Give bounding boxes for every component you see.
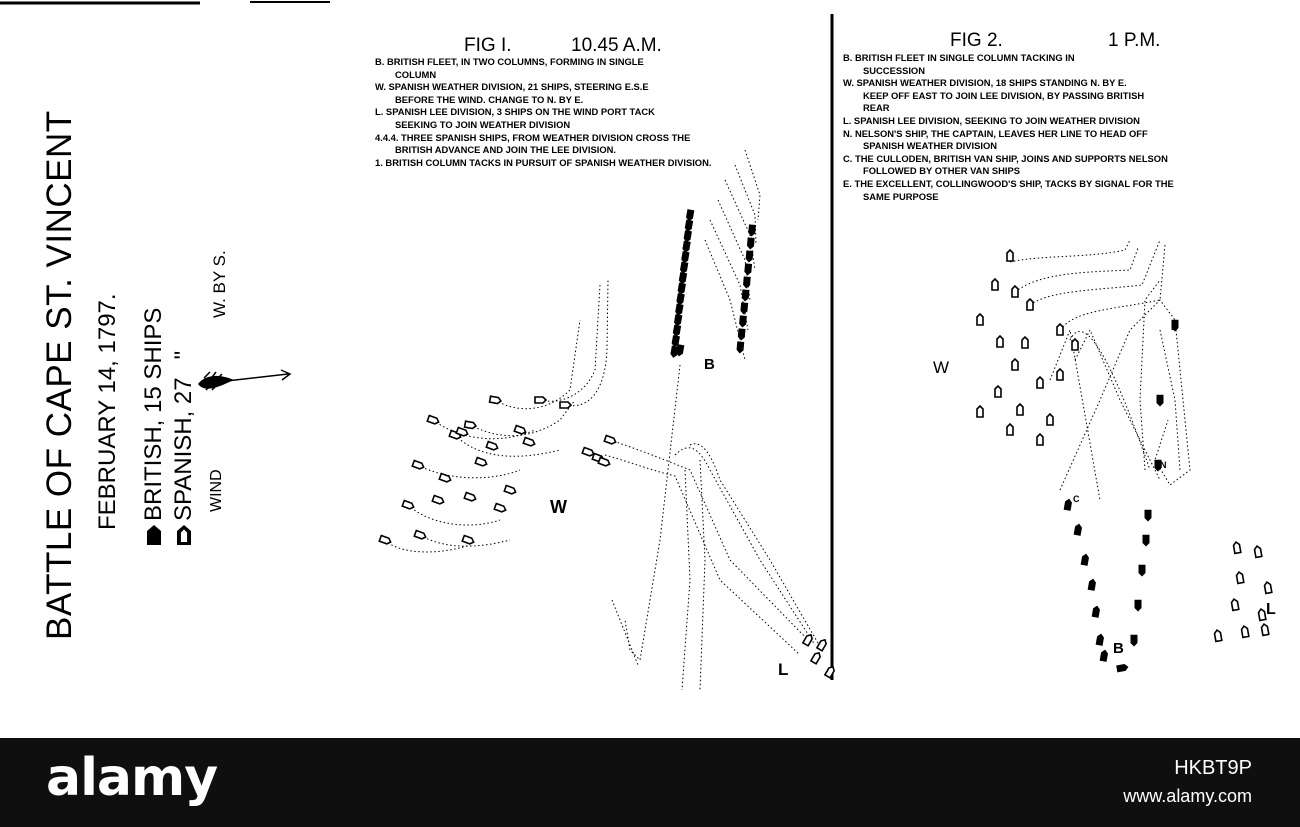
fig2-spanish-ship — [1017, 404, 1023, 415]
fig1-spanish-ship — [604, 435, 616, 444]
fig2-lee-label: L — [1266, 601, 1276, 618]
fig2-note: E. THE EXCELLENT, COLLINGWOOD'S SHIP, TACKS BY SIGNAL FOR THE — [843, 177, 1174, 189]
fig1-spanish-ship — [598, 457, 610, 466]
fig1-british-ship — [749, 225, 755, 235]
fig2-track-line — [1010, 240, 1130, 262]
fig1-note: SEEKING TO JOIN WEATHER DIVISION — [395, 118, 571, 130]
fig2-spanish-ship — [1254, 546, 1262, 558]
fig2-spanish-ship — [977, 314, 983, 325]
fig1-track-line — [565, 280, 608, 406]
fig2-note: B. BRITISH FLEET IN SINGLE COLUMN TACKING IN — [843, 52, 1075, 63]
british-ship-icon — [147, 525, 161, 545]
fig2-track-line — [1075, 330, 1160, 480]
fig1-note: L. SPANISH LEE DIVISION, 3 SHIPS ON THE WIND PORT TACK — [375, 106, 655, 118]
wind-label: WIND — [208, 469, 225, 512]
fig1-ships — [379, 210, 835, 678]
fig1-british-ship — [676, 305, 683, 316]
fig1-british-ship — [682, 252, 689, 263]
fig2-spanish-ship — [1007, 424, 1013, 435]
fig2-spanish-ship — [1022, 337, 1028, 348]
battle-date: FEBRUARY 14, 1797. — [94, 293, 121, 530]
fig1-british-ship — [680, 263, 687, 274]
fig2-label: FIG 2. — [950, 30, 1003, 51]
fig2-spanish-ship — [1012, 286, 1018, 297]
fig2-culloden-label: C — [1073, 494, 1080, 504]
fig2-spanish-ship — [1047, 414, 1053, 425]
fig1-track-line — [690, 444, 822, 650]
spanish-ship-icon — [177, 525, 191, 545]
fig1-spanish-ship — [475, 457, 487, 466]
fig1-spanish-ship — [811, 651, 822, 664]
fig2-spanish-ship — [1037, 377, 1043, 388]
fig2-british-ship — [1139, 566, 1144, 576]
fig1-note: B. BRITISH FLEET, IN TWO COLUMNS, FORMING IN SINGLE — [375, 56, 644, 67]
fig2-track-line — [1030, 240, 1160, 305]
fig1-track-line — [682, 470, 690, 690]
fig2-british-ship — [1075, 524, 1082, 535]
fig1-note: 4.4.4. THREE SPANISH SHIPS, FROM WEATHER DIVISION CROSS THE — [375, 131, 691, 143]
fig2-spanish-ship — [1057, 324, 1063, 335]
fig1-track-line — [418, 465, 520, 478]
fig1-british-ship — [744, 277, 750, 287]
fig2-british-ship — [1145, 511, 1150, 521]
fig1-british-ship — [686, 210, 693, 221]
fig2-note: KEEP OFF EAST TO JOIN LEE DIVISION, BY PASSING BRITISH — [863, 89, 1145, 101]
fig1-spanish-ship — [465, 421, 477, 429]
fig2-british-ship — [1097, 634, 1104, 645]
fig1-track-line — [710, 220, 748, 330]
fig2-spanish-ship — [1241, 626, 1249, 638]
fig2-spanish-ship — [977, 406, 983, 417]
fig1-spanish-ship — [432, 495, 444, 504]
fig1-track-line — [745, 150, 760, 220]
fig1-spanish-ship — [817, 638, 828, 651]
fig1-notes — [375, 56, 711, 169]
fig1-british-ship — [741, 303, 747, 313]
fig1-british-ship — [740, 316, 746, 326]
fig2-track-line — [1140, 280, 1160, 470]
fig2-note: SAME PURPOSE — [863, 190, 939, 202]
fig1-spanish-ship — [402, 500, 414, 509]
fig1-time: 10.45 A.M. — [571, 35, 662, 56]
fig1-track-line — [455, 435, 560, 456]
fig1-british-ship — [676, 345, 683, 356]
fig1-spanish-ship — [427, 415, 439, 424]
fig1-label: FIG I. — [464, 35, 512, 56]
fig1-track-line — [675, 448, 815, 645]
fig1-spanish-ship — [560, 402, 571, 408]
fig2-spanish-ship — [1233, 542, 1241, 554]
fig2-track-line — [1050, 330, 1100, 500]
fig1-lee-label: L — [778, 660, 789, 679]
fig2-british-ship — [1065, 499, 1072, 510]
fig1-british-ship — [674, 315, 681, 326]
fig1-british-ship — [684, 231, 691, 242]
fig2-note: REAR — [863, 102, 890, 114]
fig1-british-ship — [678, 284, 685, 295]
fig1-track-line — [625, 365, 680, 660]
fig1-spanish-ship — [486, 441, 498, 450]
fig1-british-ship — [685, 221, 692, 232]
fig1-british-ship — [738, 329, 744, 339]
fig1-spanish-ship — [439, 473, 451, 482]
fig2-note: C. THE CULLODEN, BRITISH VAN SHIP, JOINS AND SUPPORTS NELSON — [843, 152, 1168, 164]
fig2-british-ship — [1135, 601, 1140, 611]
fig2-british-ship — [1143, 536, 1148, 546]
fig1-track-line — [612, 600, 638, 665]
fig1-spanish-ship — [412, 460, 424, 469]
fig2-track-line — [1070, 331, 1150, 470]
fig2-nelson-label: N — [1160, 460, 1167, 470]
fig2-spanish-ship — [1236, 572, 1244, 584]
wind-direction: W. BY S. — [210, 250, 229, 318]
fig1-british-ship — [745, 264, 751, 274]
fig2-spanish-ship — [1214, 630, 1222, 642]
fig2-note: W. SPANISH WEATHER DIVISION, 18 SHIPS STANDING N. BY E. — [843, 77, 1127, 89]
fig1-note: COLUMN — [395, 68, 437, 80]
fig2-british-ship — [1157, 396, 1162, 406]
fig2-spanish-ship — [1231, 599, 1239, 611]
fig2-spanish-ship — [995, 386, 1001, 397]
fig1-spanish-ship — [379, 535, 391, 544]
fig1-spanish-ship — [494, 503, 506, 512]
fig2-british-label: B — [1113, 640, 1124, 657]
fig1-spanish-ship — [523, 437, 535, 446]
fig2-spanish-ship — [997, 336, 1003, 347]
fig1-spanish-ship — [464, 492, 476, 501]
fig2-note: SPANISH WEATHER DIVISION — [863, 140, 998, 152]
battle-title: BATTLE OF CAPE ST. VINCENT — [40, 110, 79, 640]
fig1-note: BRITISH ADVANCE AND JOIN THE LEE DIVISION. — [395, 144, 617, 156]
fig2-spanish-ship — [1057, 369, 1063, 380]
legend-panel — [0, 0, 320, 738]
fig2-spanish-ship — [1261, 624, 1269, 636]
fig1-note: BEFORE THE WIND. CHANGE TO N. BY E. — [395, 93, 584, 105]
fig1-british-ship — [742, 290, 748, 300]
fig2-british-ship — [1117, 664, 1128, 671]
fig2-note: SUCCESSION — [863, 64, 925, 76]
spanish-legend-text: SPANISH, 27 — [170, 377, 197, 521]
fig1-note: 1. BRITISH COLUMN TACKS IN PURSUIT OF SPANISH WEATHER DIVISION. — [375, 156, 712, 168]
watermark-brand: alamy — [46, 748, 218, 808]
fig2-british-ship — [1093, 606, 1100, 617]
fig1-weather-label: W — [550, 497, 567, 517]
fig2-note: L. SPANISH LEE DIVISION, SEEKING TO JOIN WEATHER DIVISION — [843, 114, 1140, 126]
fig2-british-ship — [1101, 650, 1108, 661]
fig1-spanish-ship — [414, 530, 426, 539]
fig1-spanish-ship — [803, 633, 814, 646]
fig1-spanish-ship — [490, 396, 502, 404]
fig1-british-label: B — [704, 356, 715, 373]
fig2-spanish-ship — [1037, 434, 1043, 445]
fig2-spanish-ship — [1027, 299, 1033, 310]
fig2-spanish-ship — [1007, 250, 1013, 261]
fig2-spanish-ship — [1072, 339, 1078, 350]
fig1-british-ship — [673, 326, 680, 337]
fig1-ship-tracks — [385, 150, 822, 690]
fig1-british-ship — [677, 294, 684, 305]
fig2-spanish-ship — [1012, 359, 1018, 370]
fig2-spanish-ship — [1258, 609, 1266, 621]
fig2-british-ship — [1131, 636, 1136, 646]
fig1-spanish-ship — [825, 665, 836, 678]
fig1-british-ship — [737, 342, 743, 352]
fig1-track-line — [385, 540, 470, 552]
fig1-spanish-ship — [535, 397, 546, 403]
fig2-note: N. NELSON'S SHIP, THE CAPTAIN, LEAVES HER LINE TO HEAD OFF — [843, 127, 1148, 139]
fig1-spanish-ship — [504, 485, 516, 494]
fig2-note: FOLLOWED BY OTHER VAN SHIPS — [863, 165, 1020, 177]
fig2-time: 1 P.M. — [1108, 30, 1161, 51]
fig2-ships — [977, 250, 1272, 671]
fig1-track-line — [408, 505, 500, 525]
fig2-spanish-ship — [992, 279, 998, 290]
fig2-excellent-label: E — [1171, 322, 1178, 332]
fig1-british-ship — [683, 242, 690, 253]
british-legend — [140, 308, 168, 545]
fig1-british-ship — [748, 238, 754, 248]
watermark-url: www.alamy.com — [1123, 786, 1252, 806]
fig2-spanish-ship — [1264, 582, 1272, 594]
spanish-legend-ditto: " — [170, 350, 197, 360]
fig1-british-ship — [746, 251, 752, 261]
fig1-track-line — [540, 285, 600, 401]
fig1-note: W. SPANISH WEATHER DIVISION, 21 SHIPS, STEERING E.S.E — [375, 81, 649, 93]
fig1-spanish-ship — [462, 535, 474, 544]
fig2-british-ship — [1082, 554, 1089, 565]
fig2-notes — [843, 52, 1174, 203]
fig2-weather-label: W — [933, 358, 950, 377]
fig2-track-line — [1015, 248, 1138, 292]
watermark-image-id: HKBT9P — [1174, 757, 1252, 779]
fig1-british-ship — [679, 273, 686, 284]
british-legend-text: BRITISH, 15 SHIPS — [140, 307, 167, 521]
fig1-track-line — [495, 320, 580, 409]
fig1-track-line — [610, 440, 808, 640]
spanish-legend — [170, 351, 198, 545]
fig2-british-ship — [1089, 579, 1096, 590]
